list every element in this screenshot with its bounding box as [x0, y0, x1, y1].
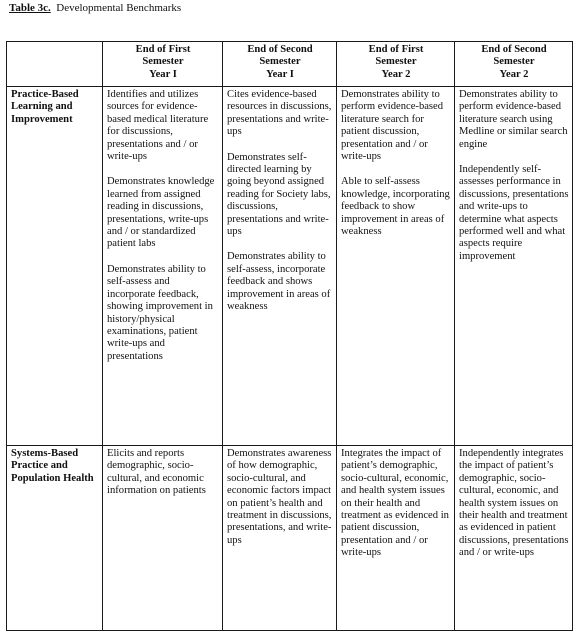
row-header-practice-based-learning: Practice-Based Learning and Improvement: [7, 87, 103, 446]
table-caption-title: Developmental Benchmarks: [56, 2, 182, 14]
benchmark-text: Demonstrates awareness of how demographic, socio-cultural, and economic factors impact on patient’s health and treatment in discussions, presentations, and write-ups: [227, 448, 332, 546]
cell-practice-y2-first: [337, 87, 455, 446]
table-row-systems-based-practice: [7, 446, 573, 631]
table-header-row: [7, 42, 573, 87]
benchmark-text: Demonstrates ability to perform evidence-based literature search using Medline or similar search engine: [459, 89, 568, 150]
benchmarks-table: [6, 41, 573, 631]
benchmark-text: Independently self-assesses performance in discussions, presentations and write-ups to determine what aspects performed well and what aspects require improvement: [459, 164, 569, 262]
cell-practice-y1-first: [103, 87, 223, 446]
benchmark-text: Demonstrates self-directed learning by going beyond assigned reading for Society labs, discussions, presentations and write-ups: [227, 151, 331, 238]
benchmark-text: Integrates the impact of patient’s demographic, socio-cultural, economic, and health system issues on their health and treatment as evidenced in patient discussion, presentation and / or write-ups: [341, 448, 449, 559]
cell-systems-y2-second: [455, 446, 573, 631]
cell-practice-y1-second: [223, 87, 337, 446]
cell-systems-y1-first: [103, 446, 223, 631]
header-end-first-semester-year-1: End of First Semester Year I: [103, 42, 223, 87]
benchmark-text: Demonstrates ability to self-assess and incorporate feedback, showing improvement in history/physical examinations, patient write-ups and presentations: [107, 263, 213, 362]
benchmark-text: Able to self-assess knowledge, incorporating feedback to show improvement in areas of weakness: [341, 176, 450, 238]
cell-practice-y2-second: [455, 87, 573, 446]
benchmark-text: Independently integrates the impact of patient’s demographic, socio-cultural, economic, and health system issues on their health and treatment as evidenced in patient discussions, presentations and / or write-ups: [459, 448, 569, 559]
benchmark-text: Elicits and reports demographic, socio-cultural, and economic information on patients: [107, 448, 206, 497]
header-end-second-semester-year-2: End of Second Semester Year 2: [455, 42, 573, 87]
table-caption-label: Table 3c.: [9, 2, 51, 14]
cell-systems-y2-first: [337, 446, 455, 631]
row-header-systems-based-practice: Systems-Based Practice and Population Health: [7, 446, 103, 631]
header-end-second-semester-year-1: End of Second Semester Year I: [223, 42, 337, 87]
benchmark-text: Demonstrates ability to self-assess, incorporate feedback and shows improvement in areas of weakness: [227, 251, 331, 313]
header-end-first-semester-year-2: End of First Semester Year 2: [337, 42, 455, 87]
table-caption: [9, 2, 181, 15]
cell-systems-y1-second: [223, 446, 337, 631]
benchmark-text: Cites evidence-based resources in discussions, presentations and write-ups: [227, 89, 332, 138]
table-row-practice-based-learning: [7, 87, 573, 446]
header-corner-cell: [7, 42, 103, 87]
benchmark-text: Demonstrates knowledge learned from assigned reading in discussions, presentations, write-ups and / or standardized patient labs: [107, 176, 215, 250]
benchmark-text: Demonstrates ability to perform evidence-based literature search for patient discussion, presentation and / or write-ups: [341, 89, 444, 163]
benchmark-text: Identifies and utilizes sources for evidence-based medical literature for discussions, presentations and / or write-ups: [107, 89, 209, 163]
